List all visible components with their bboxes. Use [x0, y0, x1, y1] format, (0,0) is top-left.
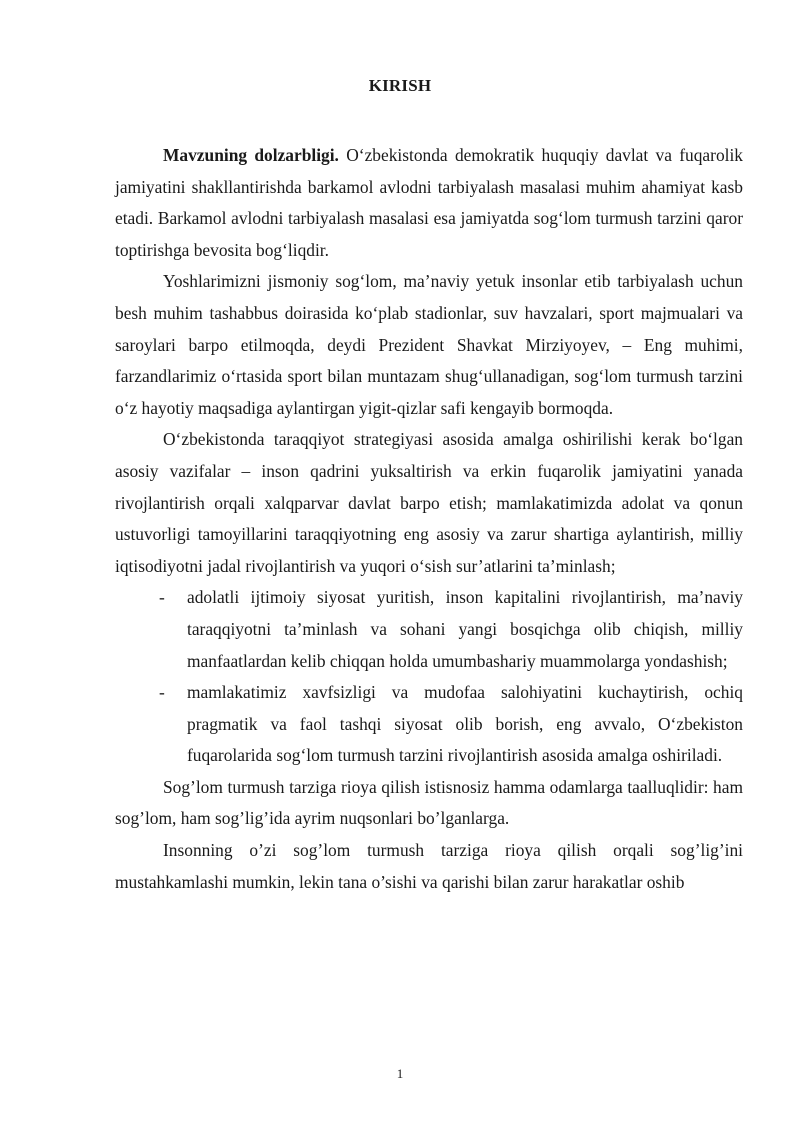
paragraph-healthy-lifestyle: Sog’lom turmush tarziga rioya qilish istisnosiz hamma odamlarga taalluqlidir: ham sog’lom, ham sog’lig’ida ayrim nuqsonlari bo’lganlarga.: [115, 776, 743, 829]
paragraph-strengthening: Insonning o’zi sog’lom turmush tarziga rioya qilish orqali sog’lig’ini mustahkamlashi mumkin, lekin tana o’sishi va qarishi bilan zarur harakatlar oshib: [115, 840, 743, 892]
paragraph-relevance: [115, 140, 743, 266]
body-text: [115, 140, 743, 898]
paragraph-strategy: O‘zbekistonda taraqqiyot strategiyasi asosida amalga oshirilishi kerak bo‘lgan asosiy vazifalar – inson qadrini yuksaltirish va erkin fuqarolik jamiyatini yanada rivojlantirish orqali xalqparvar davlat barpo etish; mamlakatimizda adolat va qonun ustuvorligi tamoyillarini taraqqiyotning eng asosiy va zarur shartiga aylantirish, milliy iqtisodiyotni jadal rivojlantirish va yuqori o‘sish sur’atlarini ta’minlash;: [115, 429, 743, 576]
page-number: 1: [396, 1066, 404, 1081]
list-marker: -: [159, 587, 165, 608]
list-marker: -: [159, 682, 165, 703]
list-item: [159, 582, 743, 677]
section-heading: KIRISH: [368, 76, 432, 95]
list-item-text: adolatli ijtimoiy siyosat yuritish, inson kapitalini rivojlantirish, ma’naviy taraqqiyotni ta’minlash va sohani yangi bosqichga olib chiqish, milliy manfaatlardan kelib chiqqan holda umumbashariy muammolarga yondashish;: [187, 587, 743, 671]
list-item: [159, 677, 743, 772]
relevance-text: O‘zbekistonda demokratik huquqiy davlat va fuqarolik jamiyatini shakllantirishda barkamol avlodni tarbiyalash masalasi muhim ahamiyat kasb etadi. Barkamol avlodni tarbiyalash masalasi esa jamiyatda sog‘lom turmush tarzini qaror toptirishga bevosita bog‘liqdir.: [115, 145, 743, 260]
tasks-list: [115, 582, 743, 772]
relevance-lead: Mavzuning dolzarbligi.: [163, 145, 339, 165]
list-item-text: mamlakatimiz xavfsizligi va mudofaa salohiyatini kuchaytirish, ochiq pragmatik va faol tashqi siyosat olib borish, eng avvalo, O‘zbekiston fuqarolarida sog‘lom turmush tarzini rivojlantirish asosida amalga oshiriladi.: [187, 682, 743, 766]
paragraph-youth: Yoshlarimizni jismoniy sog‘lom, ma’naviy yetuk insonlar etib tarbiyalash uchun besh muhim tashabbus doirasida ko‘plab stadionlar, suv havzalari, sport majmualari va saroylari barpo etilmoqda, deydi Prezident Shavkat Mirziyoyev, – Eng muhimi, farzandlarimiz o‘rtasida sport bilan muntazam shug‘ullanadigan, sog‘lom turmush tarzini o‘z hayotiy maqsadiga aylantirgan yigit-qizlar safi kengayib bormoqda.: [115, 271, 743, 418]
